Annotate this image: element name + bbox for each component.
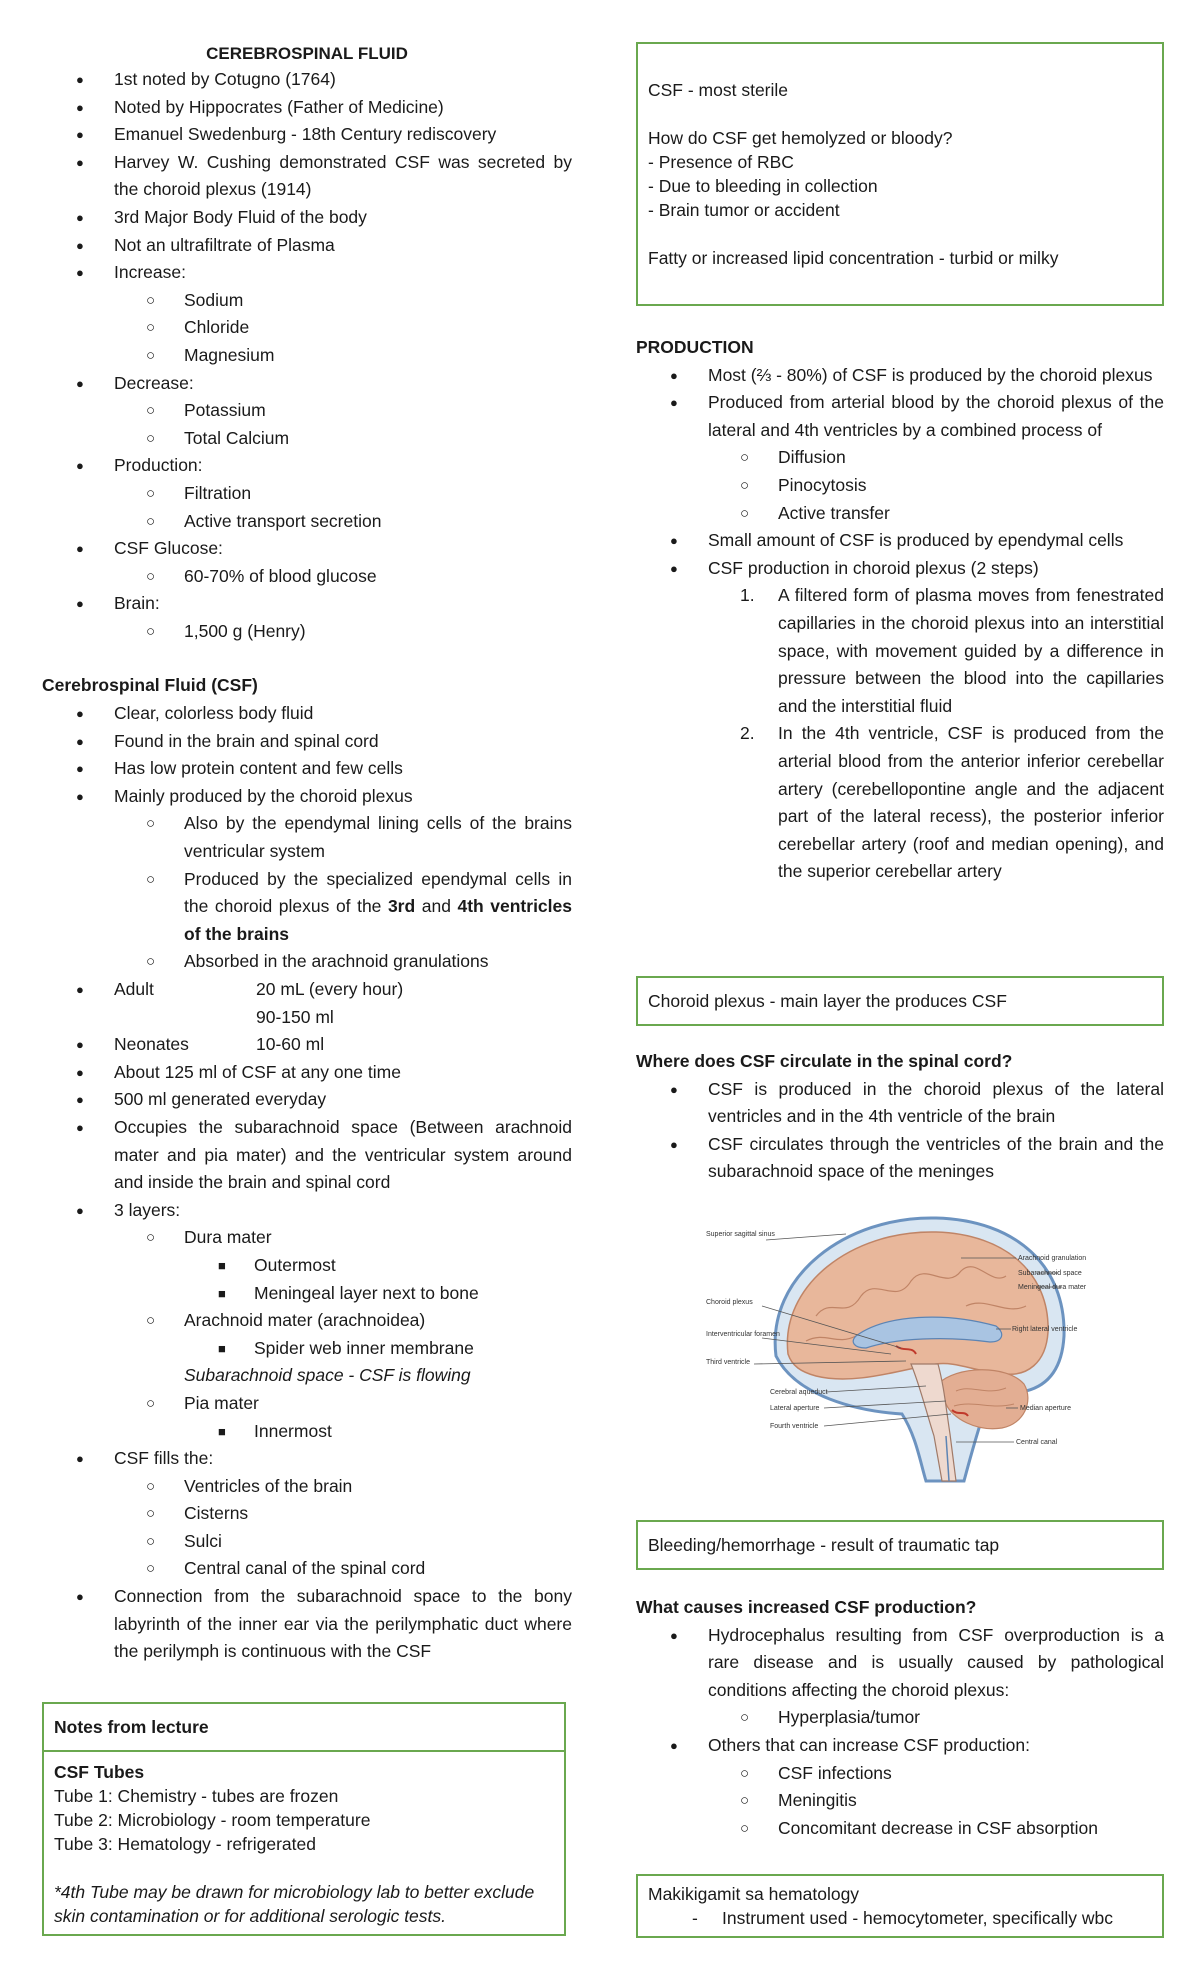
- list-item: ● Others that can increase CSF production:: [636, 1732, 1164, 1760]
- sub-list-item: ○ CSF infections: [636, 1760, 1164, 1788]
- choroid-box: [636, 976, 1164, 1026]
- notes-box-title: Notes from lecture: [44, 1704, 564, 1752]
- subarachnoid-note: Subarachnoid space - CSF is flowing: [184, 1365, 471, 1386]
- label-third-ventricle: Third ventricle: [706, 1359, 750, 1366]
- sub-list-item: ○ Chloride: [42, 314, 572, 342]
- list-item: ● Most (⅔ - 80%) of CSF is produced by the choroid plexus: [636, 362, 1164, 390]
- list-item: ● CSF production in choroid plexus (2 steps): [636, 555, 1164, 583]
- sub-list-item: ○ 60-70% of blood glucose: [42, 563, 572, 591]
- label-lateral-aperture: Lateral aperture: [770, 1405, 820, 1412]
- section-heading: What causes increased CSF production?: [636, 1597, 977, 1617]
- sub-list-item: ○ Also by the ependymal lining cells of the brains ventricular system: [42, 810, 572, 865]
- label-central-canal: Central canal: [1016, 1439, 1058, 1446]
- sub-list-item: ○ Concomitant decrease in CSF absorption: [636, 1815, 1164, 1843]
- label-median-aperture: Median aperture: [1020, 1405, 1071, 1412]
- list-item: ● Hydrocephalus resulting from CSF overproduction is a rare disease and is usually caused by pathological conditions affecting the choroid plexus:: [636, 1622, 1164, 1705]
- list-item: ● Noted by Hippocrates (Father of Medicine): [42, 94, 572, 122]
- list-item: ● Occupies the subarachnoid space (Between arachnoid mater and pia mater) and the ventricular system around and inside the brain and spinal cord: [42, 1114, 572, 1197]
- list-item: ● About 125 ml of CSF at any one time: [42, 1059, 572, 1087]
- causes-section: [636, 1594, 1164, 1842]
- sub-list-item: ○ 1,500 g (Henry): [42, 618, 572, 646]
- neonates-value: 10-60 ml: [256, 1034, 325, 1055]
- list-item: ● Production:: [42, 452, 572, 480]
- production-section: [636, 334, 1164, 886]
- numbered-step: [636, 582, 1164, 720]
- list-item: ● Emanuel Swedenburg - 18th Century rediscovery: [42, 121, 572, 149]
- list-item: ● Not an ultrafiltrate of Plasma: [42, 232, 572, 260]
- circulate-section: [636, 1048, 1164, 1186]
- sub-sub-list-item: ■ Outermost: [42, 1252, 572, 1280]
- tube-item: Tube 3: Hematology - refrigerated: [54, 1834, 316, 1854]
- sub-list-item: ○ Potassium: [42, 397, 572, 425]
- choroid-box-text: Choroid plexus - main layer the produces CSF: [648, 991, 1007, 1011]
- bloody-reason: - Presence of RBC: [648, 152, 794, 172]
- list-item: ● Brain:: [42, 590, 572, 618]
- list-item: ● Found in the brain and spinal cord: [42, 728, 572, 756]
- bloody-reason: - Due to bleeding in collection: [648, 176, 878, 196]
- specialized-text: Produced by the specialized ependymal cells in the choroid plexus of the: [184, 868, 572, 917]
- list-item: ● Small amount of CSF is produced by ependymal cells: [636, 527, 1164, 555]
- list-item: ● CSF fills the:: [42, 1445, 572, 1473]
- list-item: ● CSF circulates through the ventricles of the brain and the subarachnoid space of the meninges: [636, 1131, 1164, 1186]
- bold-text: 4th ventricles of the brains: [184, 896, 572, 944]
- sub-list-item: ○ Arachnoid mater (arachnoidea): [42, 1307, 572, 1335]
- sub-list-item: ○ Ventricles of the brain: [42, 1473, 572, 1501]
- page-title: CEREBROSPINAL FLUID: [206, 44, 408, 63]
- list-item: ● Harvey W. Cushing demonstrated CSF was secreted by the choroid plexus (1914): [42, 149, 572, 204]
- and-text: and: [415, 896, 458, 917]
- sub-list-item: ○ Diffusion: [636, 444, 1164, 472]
- list-item: ● 3 layers:: [42, 1197, 572, 1225]
- list-item: ● 3rd Major Body Fluid of the body: [42, 204, 572, 232]
- list-item: ● Increase:: [42, 259, 572, 287]
- sub-list-item: ○ Hyperplasia/tumor: [636, 1704, 1164, 1732]
- sub-list-item: ○ Total Calcium: [42, 425, 572, 453]
- label-subarachnoid-space: Subarachnoid space: [1018, 1270, 1082, 1277]
- list-item: ● CSF is produced in the choroid plexus of the lateral ventricles and in the 4th ventricle of the brain: [636, 1076, 1164, 1131]
- step-text: A filtered form of plasma moves from fenestrated capillaries in the choroid plexus into an interstitial space, with movement guided by a difference in pressure between the blood into the capillaries and the interstitial fluid: [778, 585, 1164, 716]
- sub-list-item: ○ Sulci: [42, 1528, 572, 1556]
- bloody-question: How do CSF get hemolyzed or bloody?: [648, 128, 953, 148]
- adult-label: Adult: [114, 979, 154, 999]
- list-item: [42, 976, 572, 1004]
- list-item: ● Clear, colorless body fluid: [42, 700, 572, 728]
- label-choroid-plexus: Choroid plexus: [706, 1299, 753, 1306]
- sub-list-item: ○ Central canal of the spinal cord: [42, 1555, 572, 1583]
- section-heading: Cerebrospinal Fluid (CSF): [42, 675, 258, 696]
- list-item: ● Decrease:: [42, 370, 572, 398]
- neonates-label: Neonates: [114, 1034, 189, 1055]
- brain-csf-diagram: [706, 1196, 1102, 1486]
- list-item: ● 1st noted by Cotugno (1764): [42, 66, 572, 94]
- left-column: [42, 0, 572, 1666]
- label-fourth-ventricle: Fourth ventricle: [770, 1423, 819, 1430]
- bold-text: 3rd: [387, 896, 416, 917]
- step-text: In the 4th ventricle, CSF is produced from the arterial blood from the anterior inferior cerebellar artery (cerebellopontine angle and the adjacent part of the lateral recess), the posterior inferior cerebellar artery (roof and median opening), and the superior cerebellar artery: [778, 723, 1164, 882]
- numbered-step: [636, 720, 1164, 886]
- sub-sub-list-item: ■ Spider web inner membrane: [42, 1335, 572, 1363]
- sub-list-item: ○ Magnesium: [42, 342, 572, 370]
- tube-item: Tube 1: Chemistry - tubes are frozen: [54, 1786, 339, 1806]
- hematology-line: Instrument used - hemocytometer, specifically wbc: [722, 1908, 1113, 1928]
- bleeding-box-text: Bleeding/hemorrhage - result of traumatic tap: [648, 1535, 1000, 1555]
- sub-list-item: ○ Meningitis: [636, 1787, 1164, 1815]
- label-arachnoid-granulation: Arachnoid granulation: [1018, 1255, 1087, 1262]
- sterile-box: [636, 42, 1164, 306]
- list-item: ● Connection from the subarachnoid space to the bony labyrinth of the inner ear via the perilymphatic duct where the perilymph is continuous with the CSF: [42, 1583, 572, 1666]
- sub-list-item: [42, 866, 572, 949]
- list-item: ● CSF Glucose:: [42, 535, 572, 563]
- tubes-title: CSF Tubes: [54, 1762, 145, 1782]
- dash-marker: -: [692, 1908, 698, 1928]
- sub-list-item: ○ Dura mater: [42, 1224, 572, 1252]
- label-meningeal-dura: Meningeal dura mater: [1018, 1284, 1087, 1291]
- label-right-lateral-ventricle: Right lateral ventricle: [1012, 1326, 1078, 1333]
- section-heading: PRODUCTION: [636, 337, 754, 357]
- notes-box: [42, 1702, 566, 1936]
- section-heading: Where does CSF circulate in the spinal cord?: [636, 1051, 1013, 1071]
- sub-list-item: ○ Active transport secretion: [42, 508, 572, 536]
- sub-list-item: ○ Active transfer: [636, 500, 1164, 528]
- label-superior-sagittal-sinus: Superior sagittal sinus: [706, 1231, 775, 1238]
- sub-list-item: ○ Sodium: [42, 287, 572, 315]
- list-item: [42, 1031, 572, 1059]
- list-item: ● Produced from arterial blood by the choroid plexus of the lateral and 4th ventricles by a combined process of: [636, 389, 1164, 444]
- bleeding-box: [636, 1520, 1164, 1570]
- fatty-line: Fatty or increased lipid concentration - turbid or milky: [648, 248, 1059, 268]
- label-interventricular-foramen: Interventricular foramen: [706, 1331, 780, 1338]
- tube-item: Tube 2: Microbiology - room temperature: [54, 1810, 371, 1830]
- sub-list-item: ○ Pia mater: [42, 1390, 572, 1418]
- sub-sub-list-item: ■ Innermost: [42, 1418, 572, 1446]
- list-item: ● Has low protein content and few cells: [42, 755, 572, 783]
- hematology-box: [636, 1874, 1164, 1938]
- adult-value: 20 mL (every hour): [256, 979, 404, 999]
- sub-list-item: ○ Filtration: [42, 480, 572, 508]
- sub-list-item: ○ Absorbed in the arachnoid granulations: [42, 948, 572, 976]
- bloody-reason: - Brain tumor or accident: [648, 200, 840, 220]
- sterile-line: CSF - most sterile: [648, 80, 789, 100]
- tube-footnote: *4th Tube may be drawn for microbiology lab to better exclude skin contamination or for additional serologic tests.: [54, 1882, 535, 1926]
- adult-value-2: 90-150 ml: [256, 1006, 334, 1027]
- hematology-item: [648, 1906, 1152, 1930]
- sub-sub-list-item: ■ Meningeal layer next to bone: [42, 1280, 572, 1308]
- sub-list-item: ○ Cisterns: [42, 1500, 572, 1528]
- sub-list-item: ○ Pinocytosis: [636, 472, 1164, 500]
- list-item: ● Mainly produced by the choroid plexus: [42, 783, 572, 811]
- label-cerebral-aqueduct: Cerebral aqueduct: [770, 1389, 828, 1396]
- step-number: 1.: [740, 585, 755, 606]
- hematology-title: Makikigamit sa hematology: [648, 1884, 860, 1904]
- step-number: 2.: [740, 723, 755, 744]
- list-item: ● 500 ml generated everyday: [42, 1086, 572, 1114]
